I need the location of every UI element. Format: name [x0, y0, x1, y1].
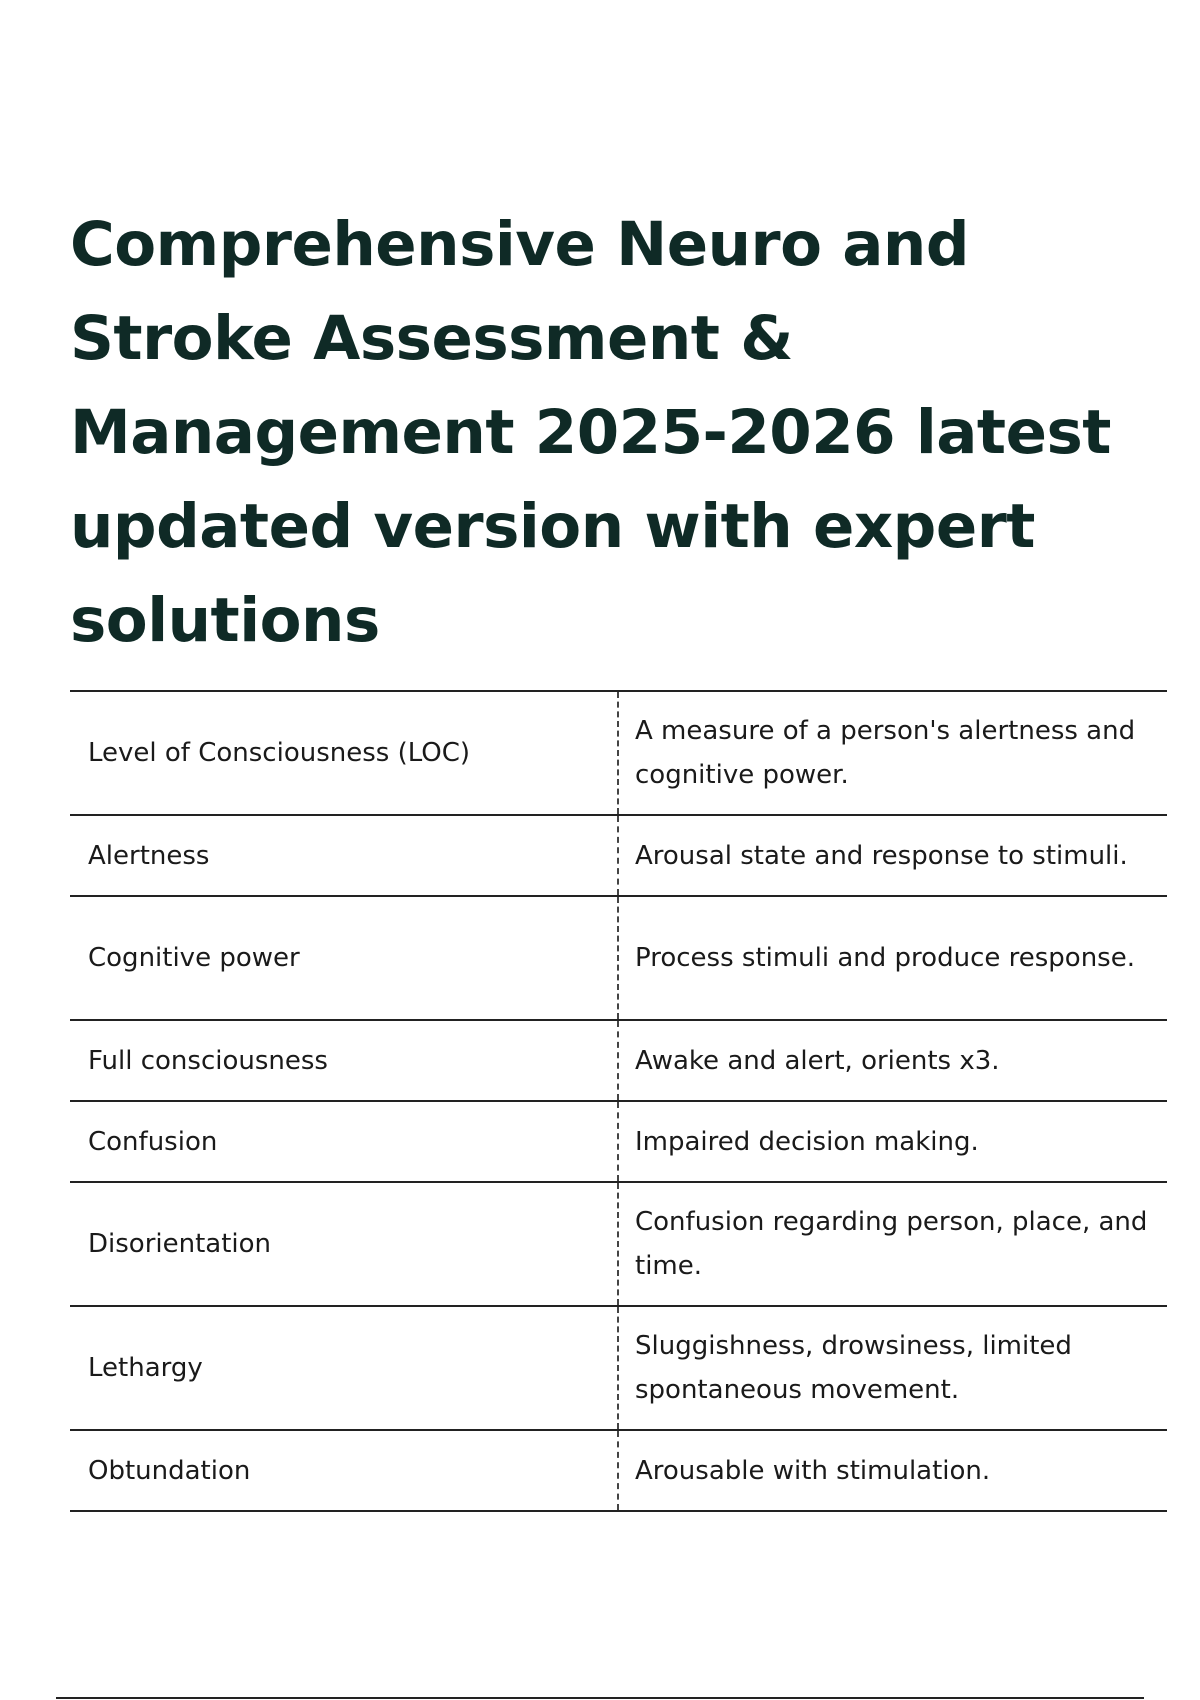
definition-cell: A measure of a person's alertness and cognitive power. [618, 691, 1167, 815]
term-cell: Cognitive power [70, 896, 618, 1020]
table-row [70, 1430, 1167, 1511]
table-row [70, 1101, 1167, 1182]
definition-cell: Awake and alert, orients x3. [618, 1020, 1167, 1101]
table-row [70, 1020, 1167, 1101]
term-cell: Lethargy [70, 1306, 618, 1430]
definition-cell: Impaired decision making. [618, 1101, 1167, 1182]
definition-cell: Sluggishness, drowsiness, limited spontaneous movement. [618, 1306, 1167, 1430]
document-title: Comprehensive Neuro and Stroke Assessment & Management 2025-2026 latest updated version with expert solutions [70, 209, 1111, 656]
table-row [70, 896, 1167, 1020]
footer-divider [56, 1697, 1144, 1699]
table-row [70, 1182, 1167, 1306]
definition-cell: Arousal state and response to stimuli. [618, 815, 1167, 896]
definition-cell: Confusion regarding person, place, and time. [618, 1182, 1167, 1306]
term-cell: Level of Consciousness (LOC) [70, 691, 618, 815]
term-cell: Confusion [70, 1101, 618, 1182]
table-row [70, 815, 1167, 896]
term-cell: Obtundation [70, 1430, 618, 1511]
definition-cell: Process stimuli and produce response. [618, 896, 1167, 1020]
table-row [70, 691, 1167, 815]
term-cell: Full consciousness [70, 1020, 618, 1101]
table-row [70, 1306, 1167, 1430]
definition-cell: Arousable with stimulation. [618, 1430, 1167, 1511]
term-cell: Disorientation [70, 1182, 618, 1306]
terms-table [70, 690, 1167, 1512]
term-cell: Alertness [70, 815, 618, 896]
